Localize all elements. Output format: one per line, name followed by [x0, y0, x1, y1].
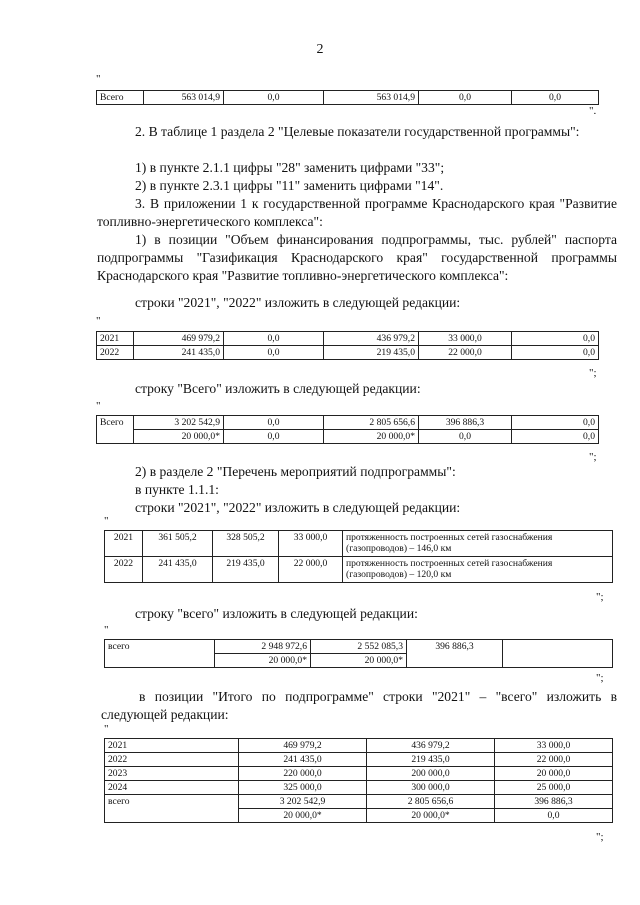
- table-cell: 20 000,0*: [215, 654, 311, 668]
- table-cell: [503, 640, 613, 668]
- paragraph-rows-2021-2022-b: строки "2021", "2022" изложить в следующей редакции:: [135, 500, 461, 515]
- table-cell: 0,0: [512, 91, 599, 105]
- paragraph-3-1: 1) в позиции "Объем финансирования подпрограммы, тыс. рублей" паспорта подпрограммы "Газификация Краснодарского края" государственной программы Краснодарского края "Развитие топливно-энергетического комплекса":: [97, 232, 617, 284]
- open-quote: ": [104, 624, 109, 636]
- table-row: [105, 739, 613, 753]
- table-cell: 3 202 542,9: [134, 416, 224, 430]
- table-total-2: [96, 415, 599, 444]
- table-cell: 563 014,9: [144, 91, 224, 105]
- open-quote: ": [104, 723, 109, 735]
- table-row: [97, 430, 599, 444]
- close-quote: ";: [589, 367, 597, 379]
- close-quote: ";: [589, 451, 597, 463]
- table-cell: 361 505,2: [143, 531, 213, 557]
- table-total-5: [104, 738, 613, 823]
- page-number: 2: [316, 42, 324, 57]
- table-cell: 25 000,0: [495, 781, 613, 795]
- table-cell: 396 886,3: [495, 795, 613, 809]
- table-cell: 2023: [105, 767, 239, 781]
- table-cell: 328 505,2: [213, 531, 279, 557]
- paragraph-2-1: 1) в пункте 2.1.1 цифры "28" заменить цифрами "33";: [135, 160, 445, 175]
- table-cell: Всего: [97, 91, 144, 105]
- close-quote: ".: [589, 105, 597, 117]
- paragraph-section-2: 2) в разделе 2 "Перечень мероприятий подпрограммы":: [135, 464, 456, 479]
- table-cell: 0,0: [512, 430, 599, 444]
- table-cell: 20 000,0: [495, 767, 613, 781]
- table-cell: 2021: [105, 531, 143, 557]
- table-row: [105, 795, 613, 809]
- table-cell: протяженность построенных сетей газоснабжения (газопроводов) – 146,0 км: [343, 531, 613, 557]
- table-row: [105, 640, 613, 654]
- paragraph-2: 2. В таблице 1 раздела 2 "Целевые показатели государственной программы":: [135, 124, 580, 139]
- open-quote: ": [96, 400, 101, 412]
- table-cell: 0,0: [224, 430, 324, 444]
- table-cell: Всего: [97, 416, 134, 444]
- table-cell: 219 435,0: [213, 557, 279, 583]
- open-quote: ": [96, 315, 101, 327]
- table-cell: 0,0: [495, 809, 613, 823]
- table-cell: 396 886,3: [419, 416, 512, 430]
- table-cell: 300 000,0: [367, 781, 495, 795]
- table-cell: 219 435,0: [324, 346, 419, 360]
- table-cell: 20 000,0*: [311, 654, 407, 668]
- paragraph-2-2: 2) в пункте 2.3.1 цифры "11" заменить цифрами "14".: [135, 178, 444, 193]
- table-row: [105, 767, 613, 781]
- table-cell: 2 805 656,6: [367, 795, 495, 809]
- table-cell: 0,0: [512, 346, 599, 360]
- table-row: [105, 531, 613, 557]
- table-cell: 200 000,0: [367, 767, 495, 781]
- table-cell: 0,0: [419, 430, 512, 444]
- table-cell: 436 979,2: [367, 739, 495, 753]
- paragraph-total-subprogram: в позиции "Итого по подпрограмме" строки "2021" – "всего" изложить в следующей редакции:: [101, 689, 617, 723]
- paragraph-rows-2021-2022: строки "2021", "2022" изложить в следующей редакции:: [135, 295, 461, 310]
- paragraph-item-1-1-1: в пункте 1.1.1:: [135, 482, 219, 497]
- table-row: [105, 753, 613, 767]
- paragraph-row-total-b: строку "всего" изложить в следующей редакции:: [135, 606, 418, 621]
- table-row: [97, 332, 599, 346]
- table-cell: 20 000,0*: [324, 430, 419, 444]
- table-cell: 563 014,9: [324, 91, 419, 105]
- table-measures-3: [104, 530, 613, 583]
- table-cell: 396 886,3: [407, 640, 503, 668]
- table-cell: 20 000,0*: [367, 809, 495, 823]
- close-quote: ";: [596, 672, 604, 684]
- table-cell: 0,0: [512, 332, 599, 346]
- table-cell: 0,0: [224, 416, 324, 430]
- table-cell: протяженность построенных сетей газоснабжения (газопроводов) – 120,0 км: [343, 557, 613, 583]
- table-cell: 20 000,0*: [239, 809, 367, 823]
- paragraph-3: 3. В приложении 1 к государственной программе Краснодарского края "Развитие топливно-энергетического комплекса":: [97, 196, 617, 230]
- table-cell: 2022: [105, 557, 143, 583]
- table-cell: 241 435,0: [143, 557, 213, 583]
- open-quote: ": [96, 73, 101, 85]
- table-row: [97, 346, 599, 360]
- table-cell: 2022: [97, 346, 134, 360]
- table-cell: 219 435,0: [367, 753, 495, 767]
- table-cell: 2 948 972,6: [215, 640, 311, 654]
- table-cell: 33 000,0: [279, 531, 343, 557]
- table-cell: 436 979,2: [324, 332, 419, 346]
- table-cell: 0,0: [224, 346, 324, 360]
- table-row: [105, 781, 613, 795]
- table-total-4: [104, 639, 613, 668]
- table-cell: 241 435,0: [134, 346, 224, 360]
- table-cell: 22 000,0: [495, 753, 613, 767]
- table-cell: 0,0: [419, 91, 512, 105]
- close-quote: ";: [596, 831, 604, 843]
- table-cell: 20 000,0*: [134, 430, 224, 444]
- table-cell: 0,0: [224, 91, 324, 105]
- table-cell: 2 805 656,6: [324, 416, 419, 430]
- table-cell: 0,0: [224, 332, 324, 346]
- table-cell: 22 000,0: [419, 346, 512, 360]
- table-total-0: [96, 90, 599, 105]
- table-cell: 3 202 542,9: [239, 795, 367, 809]
- table-row: [97, 91, 599, 105]
- table-cell: 469 979,2: [239, 739, 367, 753]
- table-years-1: [96, 331, 599, 360]
- table-cell: 469 979,2: [134, 332, 224, 346]
- table-cell: 2024: [105, 781, 239, 795]
- table-cell: 241 435,0: [239, 753, 367, 767]
- open-quote: ": [104, 515, 109, 527]
- paragraph-row-total: строку "Всего" изложить в следующей редакции:: [135, 381, 421, 396]
- table-row: [97, 416, 599, 430]
- table-cell: всего: [105, 795, 239, 823]
- table-cell: 325 000,0: [239, 781, 367, 795]
- table-cell: 2 552 085,3: [311, 640, 407, 654]
- table-cell: 2021: [105, 739, 239, 753]
- table-cell: 22 000,0: [279, 557, 343, 583]
- table-row: [105, 557, 613, 583]
- table-cell: 2021: [97, 332, 134, 346]
- table-cell: 2022: [105, 753, 239, 767]
- table-cell: 33 000,0: [495, 739, 613, 753]
- table-cell: 0,0: [512, 416, 599, 430]
- table-cell: всего: [105, 640, 215, 668]
- table-cell: 220 000,0: [239, 767, 367, 781]
- table-cell: 33 000,0: [419, 332, 512, 346]
- close-quote: ";: [596, 591, 604, 603]
